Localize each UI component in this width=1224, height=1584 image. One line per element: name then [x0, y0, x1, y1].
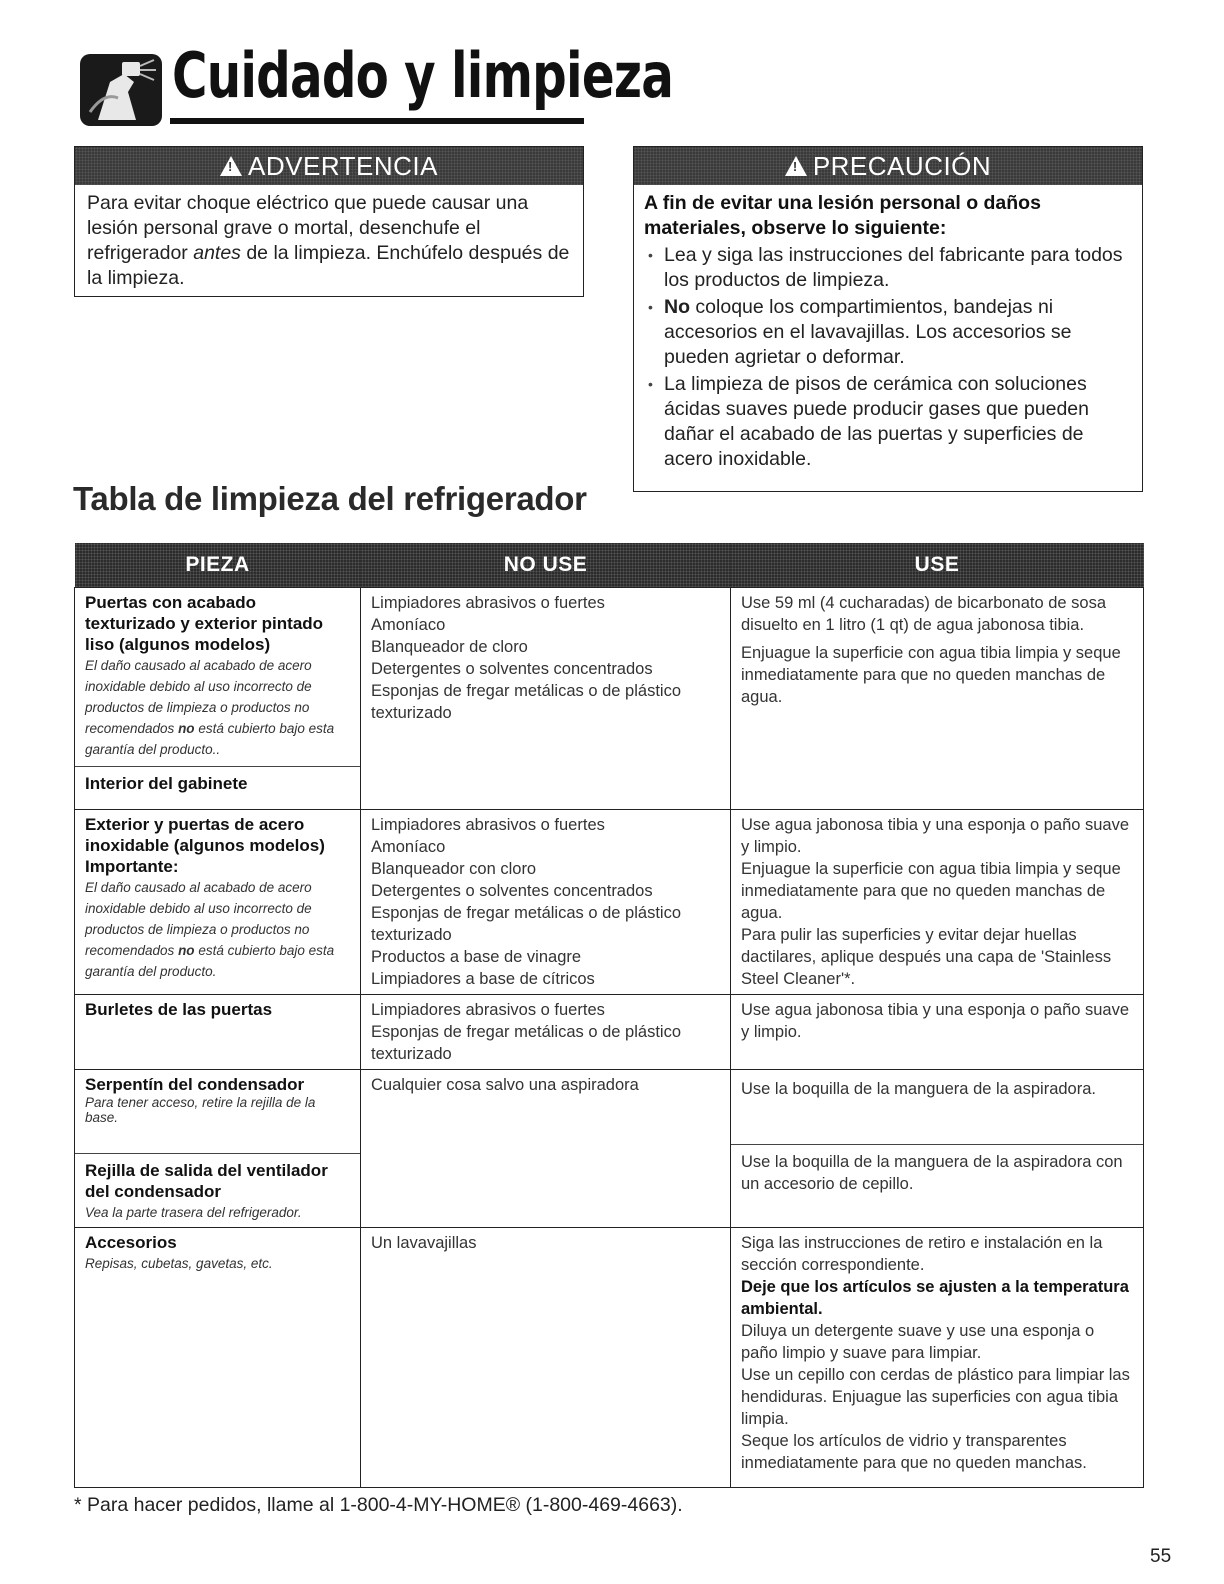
no-use-item: Blanqueador de cloro — [371, 637, 528, 656]
part-name: Accesorios — [85, 1232, 177, 1252]
use-cell — [731, 1069, 1144, 1227]
part-name: Serpentín del condensador — [85, 1074, 305, 1094]
use-item: Enjuague la superficie con agua tibia limpia y seque inmediatamente para que no queden manchas de agua. — [741, 643, 1121, 706]
sub-part — [75, 1153, 360, 1227]
no-use-item: Amoníaco — [371, 615, 446, 634]
use-item: Para pulir las superficies y evitar dejar huellas dactilares, aplique después una capa de 'Stainless Steel Cleaner'*. — [741, 925, 1112, 988]
use-item: Use 59 ml (4 cucharadas) de bicarbonato de sosa disuelto en 1 litro (1 qt) de agua jabonosa tibia. — [741, 593, 1107, 634]
caution-box — [633, 146, 1143, 492]
warning-heading — [75, 147, 583, 185]
warning-text-emphasis: antes — [193, 242, 241, 264]
warning-heading-label: ADVERTENCIA — [248, 151, 438, 181]
footnote: * Para hacer pedidos, llame al 1-800-4-MY-HOME® (1-800-469-4663). — [74, 1494, 683, 1516]
part-cell — [75, 994, 361, 1069]
no-use-cell — [361, 994, 731, 1069]
table-row — [75, 809, 1144, 994]
page-number: 55 — [1150, 1546, 1172, 1567]
use-item: Diluya un detergente suave y use una esponja o paño limpio y suave para limpiar. — [741, 1321, 1095, 1362]
caution-heading — [634, 147, 1142, 185]
use-item: Siga las instrucciones de retiro e instalación en la sección correspondiente. — [741, 1233, 1103, 1274]
caution-item-text: Lea y siga las instrucciones del fabricante para todos los productos de limpieza. — [664, 244, 1123, 291]
caution-list — [634, 241, 1142, 472]
part-name: Exterior y puertas de acero inoxidable (algunos modelos) — [85, 814, 325, 855]
part-cell — [75, 809, 361, 994]
no-use-item: Detergentes o solventes concentrados — [371, 881, 653, 900]
use-item: Seque los artículos de vidrio y transparentes inmediatamente para que no queden manchas. — [741, 1431, 1087, 1472]
page-title: Cuidado y limpieza — [172, 39, 674, 112]
warning-text-part: Para evitar choque eléctrico que puede causar una lesión personal grave o mortal, desenchufe el refrigerador — [87, 192, 529, 264]
use-item: Use la boquilla de la manguera de la aspiradora. — [741, 1079, 1096, 1098]
use-item: Enjuague la superficie con agua tibia limpia y seque inmediatamente para que no queden manchas de agua. — [741, 859, 1121, 922]
caution-item — [646, 243, 1130, 293]
part-important-label: Importante: — [85, 856, 179, 876]
column-header-pieza: PIEZA — [75, 543, 361, 587]
caution-heading-label: PRECAUCIÓN — [812, 151, 992, 181]
use-item: Use agua jabonosa tibia y una esponja o paño suave y limpio. — [741, 1000, 1130, 1041]
no-use-item: Blanqueador con cloro — [371, 859, 537, 878]
no-use-cell — [361, 1227, 731, 1487]
use-item-bold: Deje que los artículos se ajusten a la temperatura ambiental. — [741, 1277, 1129, 1318]
warning-triangle-icon — [785, 156, 807, 176]
warning-triangle-icon — [220, 156, 242, 176]
no-use-item: Cualquier cosa salvo una aspiradora — [371, 1075, 639, 1094]
part-note: Repisas, cubetas, gavetas, etc. — [85, 1255, 273, 1271]
warning-text-part: de la limpieza. Enchúfelo después de la limpieza. — [87, 242, 570, 289]
caution-lead: A fin de evitar una lesión personal o daños materiales, observe lo siguiente: — [644, 192, 1041, 239]
warning-text — [75, 185, 583, 291]
cleaning-table — [74, 543, 1144, 1488]
no-use-item: Esponjas de fregar metálicas o de plástico texturizado — [371, 681, 682, 722]
part-cell — [75, 1069, 361, 1227]
part-note — [85, 655, 350, 760]
use-item: Use agua jabonosa tibia y una esponja o paño suave y limpio. — [741, 815, 1130, 856]
use-item: Use la boquilla de la manguera de la aspiradora con un accesorio de cepillo. — [731, 1144, 1143, 1199]
part-note-bold: no — [178, 942, 195, 958]
use-cell — [731, 587, 1144, 809]
part-cell — [75, 1227, 361, 1487]
part-note-text: está cubierto bajo esta garantía del producto.. — [85, 720, 335, 757]
part-note: Para tener acceso, retire la rejilla de la base. — [85, 1094, 316, 1125]
part-name: Interior del gabinete — [75, 766, 360, 798]
no-use-cell — [361, 809, 731, 994]
part-note-text: está cubierto bajo esta garantía del producto. — [85, 942, 335, 979]
use-cell — [731, 1227, 1144, 1487]
use-cell — [731, 809, 1144, 994]
no-use-item: Detergentes o solventes concentrados — [371, 659, 653, 678]
table-header-row — [75, 543, 1144, 587]
part-note-text: El daño causado al acabado de acero inoxidable debido al uso incorrecto de productos de limpieza o productos no recomendados — [85, 657, 312, 736]
caution-item-text: La limpieza de pisos de cerámica con soluciones ácidas suaves puede producir gases que pueden dañar el acabado de las puertas y superficies de acero inoxidable. — [664, 373, 1089, 470]
column-header-no-use: NO USE — [361, 543, 731, 587]
part-name: Burletes de las puertas — [85, 999, 273, 1019]
table-row — [75, 1069, 1144, 1227]
column-header-use: USE — [731, 543, 1144, 587]
no-use-item: Esponjas de fregar metálicas o de plástico texturizado — [371, 1022, 682, 1063]
caution-item — [646, 295, 1130, 370]
title-underline — [170, 118, 584, 124]
warning-box — [74, 146, 584, 297]
part-cell — [75, 587, 361, 809]
part-note — [85, 877, 350, 982]
table-row — [75, 1227, 1144, 1487]
caution-item — [646, 372, 1130, 472]
part-name: Puertas con acabado texturizado y exterior pintado liso (algunos modelos) — [85, 592, 324, 654]
no-use-item: Limpiadores abrasivos o fuertes — [371, 815, 605, 834]
no-use-item: Limpiadores a base de cítricos — [371, 969, 595, 988]
part-note: Vea la parte trasera del refrigerador. — [85, 1204, 302, 1220]
no-use-item: Productos a base de vinagre — [371, 947, 582, 966]
no-use-item: Un lavavajillas — [371, 1233, 477, 1252]
no-use-item: Amoníaco — [371, 837, 446, 856]
no-use-cell — [361, 1069, 731, 1227]
no-use-cell — [361, 587, 731, 809]
no-use-item: Limpiadores abrasivos o fuertes — [371, 1000, 605, 1019]
caution-item-text: coloque los compartimientos, bandejas ni accesorios en el lavavajillas. Los accesorios se pueden agrietar o deformar. — [664, 296, 1072, 368]
use-item: Use un cepillo con cerdas de plástico para limpiar las hendiduras. Enjuague las superficies con agua tibia limpia. — [741, 1365, 1130, 1428]
table-title: Tabla de limpieza del refrigerador — [73, 480, 587, 517]
part-note-text: El daño causado al acabado de acero inoxidable debido al uso incorrecto de productos de limpieza o productos no recomendados — [85, 879, 312, 958]
part-name: Rejilla de salida del ventilador del condensador — [85, 1160, 328, 1201]
table-row — [75, 994, 1144, 1069]
no-use-item: Esponjas de fregar metálicas o de plástico texturizado — [371, 903, 682, 944]
use-cell — [731, 994, 1144, 1069]
spray-bottle-icon — [78, 52, 164, 128]
caution-item-bold: No — [664, 296, 690, 318]
table-row — [75, 587, 1144, 809]
part-note-bold: no — [178, 720, 195, 736]
no-use-item: Limpiadores abrasivos o fuertes — [371, 593, 605, 612]
